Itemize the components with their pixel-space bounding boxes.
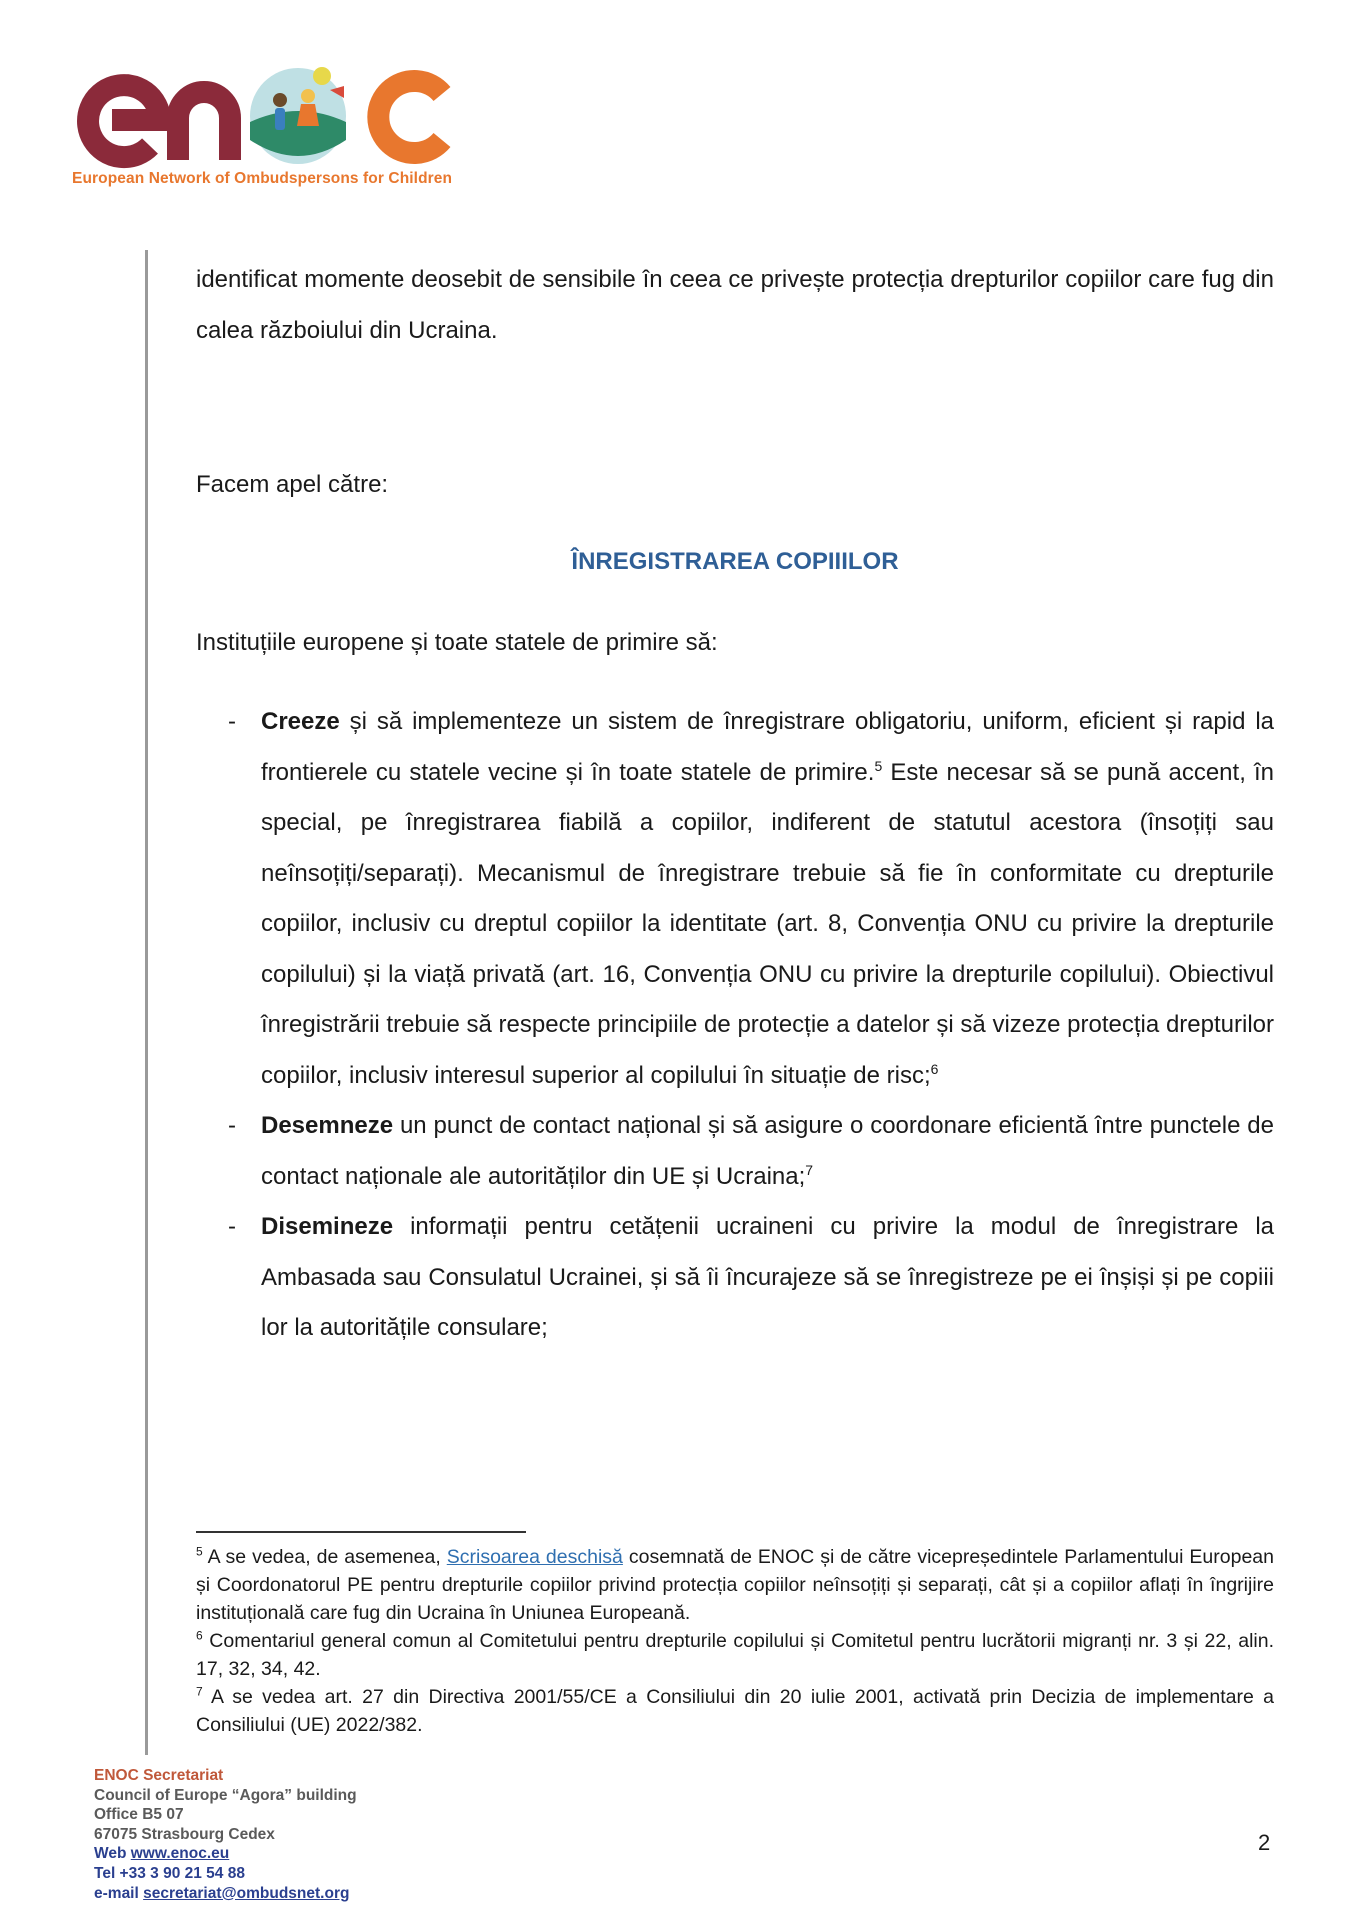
footer-address-line: 67075 Strasbourg Cedex <box>94 1825 275 1843</box>
footnote-6 <box>196 1627 1274 1683</box>
recommendation-list <box>196 697 1274 1354</box>
bullet-text: și să implementeze un sistem de înregistrare obligatoriu, uniform, eficient și rapid la frontierele cu statele vecine și în toate statele de primire. <box>261 708 1274 786</box>
list-item <box>196 1202 1274 1354</box>
bullet-keyword: Desemneze <box>261 1112 394 1139</box>
email-label: e-mail <box>94 1884 144 1902</box>
bullet-keyword: Disemineze <box>261 1213 394 1240</box>
list-item <box>196 697 1274 1101</box>
footer-address-line: Office B5 07 <box>94 1806 184 1824</box>
footer-address-line: Council of Europe “Agora” building <box>94 1786 357 1804</box>
bullet-dash: - <box>228 1213 236 1240</box>
list-item <box>196 1101 1274 1202</box>
footer-email <box>94 1884 357 1904</box>
footnote-ref[interactable]: 5 <box>874 757 883 774</box>
secretariat-footer <box>94 1766 357 1903</box>
bullet-text: informații pentru cetățenii ucraineni cu privire la modul de înregistrare la Ambasada sau Consulatul Ucrainei, și să îi încurajeze să se înregistreze pe ei înșiși și pe copiii lor la autoritățile consulare; <box>261 1213 1274 1341</box>
footnote-5 <box>196 1543 1274 1627</box>
web-label: Web <box>94 1845 131 1863</box>
footnote-number: 5 <box>196 1544 203 1559</box>
footnote-text: A se vedea, de asemenea, <box>202 1546 447 1568</box>
lead-line: Instituțiile europene și toate statele de primire să: <box>196 629 718 656</box>
footnote-text: Comentariul general comun al Comitetului pentru drepturile copilului și Comitetul pentru lucrătorii migranți nr. 3 și 22, alin. 17, 32, 34, 42. <box>196 1630 1274 1680</box>
footer-web <box>94 1844 357 1864</box>
bullet-dash: - <box>228 1112 236 1139</box>
bullet-keyword: Creeze <box>261 708 340 735</box>
bullet-text: un punct de contact național și să asigure o coordonare eficientă între punctele de contact naționale ale autorităților din UE și Ucraina; <box>261 1112 1274 1190</box>
footnote-number: 6 <box>196 1628 203 1643</box>
left-margin-rule <box>145 250 148 1755</box>
email-link[interactable]: secretariat@ombudsnet.org <box>143 1884 350 1902</box>
web-link[interactable]: www.enoc.eu <box>130 1845 230 1863</box>
enoc-logo <box>72 60 492 200</box>
footnote-number: 7 <box>196 1684 203 1699</box>
bullet-text-cont: Este necesar să se pună accent, în special, pe înregistrarea fiabilă a copiilor, indiferent de statutul acestora (însoțiți sau neînsoțiți/separați). Mecanismul de înregistrare trebuie să fie în conformitate cu drepturile copiilor, inclusiv cu dreptul copiilor la identitate (art. 8, Convenția ONU cu privire la drepturile copilului) și la viață privată (art. 16, Convenția ONU cu privire la drepturile copilului). Obiectivul înregistrării trebuie să respecte principiile de protecție a datelor și să vizeze protecția drepturilor copiilor, inclusiv interesul superior al copilului în situație de risc; <box>261 758 1275 1089</box>
footnote-ref[interactable]: 7 <box>805 1161 814 1178</box>
footnote-ref[interactable]: 6 <box>930 1060 939 1077</box>
footnote-7 <box>196 1683 1274 1739</box>
footnotes <box>196 1543 1274 1739</box>
section-heading: ÎNREGISTRAREA COPIIILOR <box>571 548 899 575</box>
footer-tel: Tel +33 3 90 21 54 88 <box>94 1864 245 1882</box>
enoc-logo-mark <box>72 60 492 170</box>
footer-title: ENOC Secretariat <box>94 1767 224 1784</box>
open-letter-link[interactable]: Scrisoarea deschisă <box>446 1546 623 1568</box>
logo-tagline: European Network of Ombudspersons for Children <box>72 170 453 187</box>
footnote-text-cont: cosemnată de ENOC și de către vicepreședintele Parlamentului European și Coordonatorul PE pentru drepturile copiilor privind protecția copiilor neînsoțiți și separați, cât și a copiilor aflați în îngrijire instituțională care fug din Ucraina în Uniunea Europeană. <box>196 1546 1274 1624</box>
bullet-dash: - <box>228 708 236 735</box>
footnote-text: A se vedea art. 27 din Directiva 2001/55/CE a Consiliului din 20 iulie 2001, activată prin Decizia de implementare a Consiliului (UE) 2022/382. <box>196 1686 1274 1736</box>
appeal-line: Facem apel către: <box>196 471 389 498</box>
page-number: 2 <box>1258 1830 1271 1855</box>
footnote-separator <box>196 1531 526 1533</box>
intro-paragraph: identificat momente deosebit de sensibile în ceea ce privește protecția drepturilor copiilor care fug din calea războiului din Ucraina. <box>196 266 1274 344</box>
